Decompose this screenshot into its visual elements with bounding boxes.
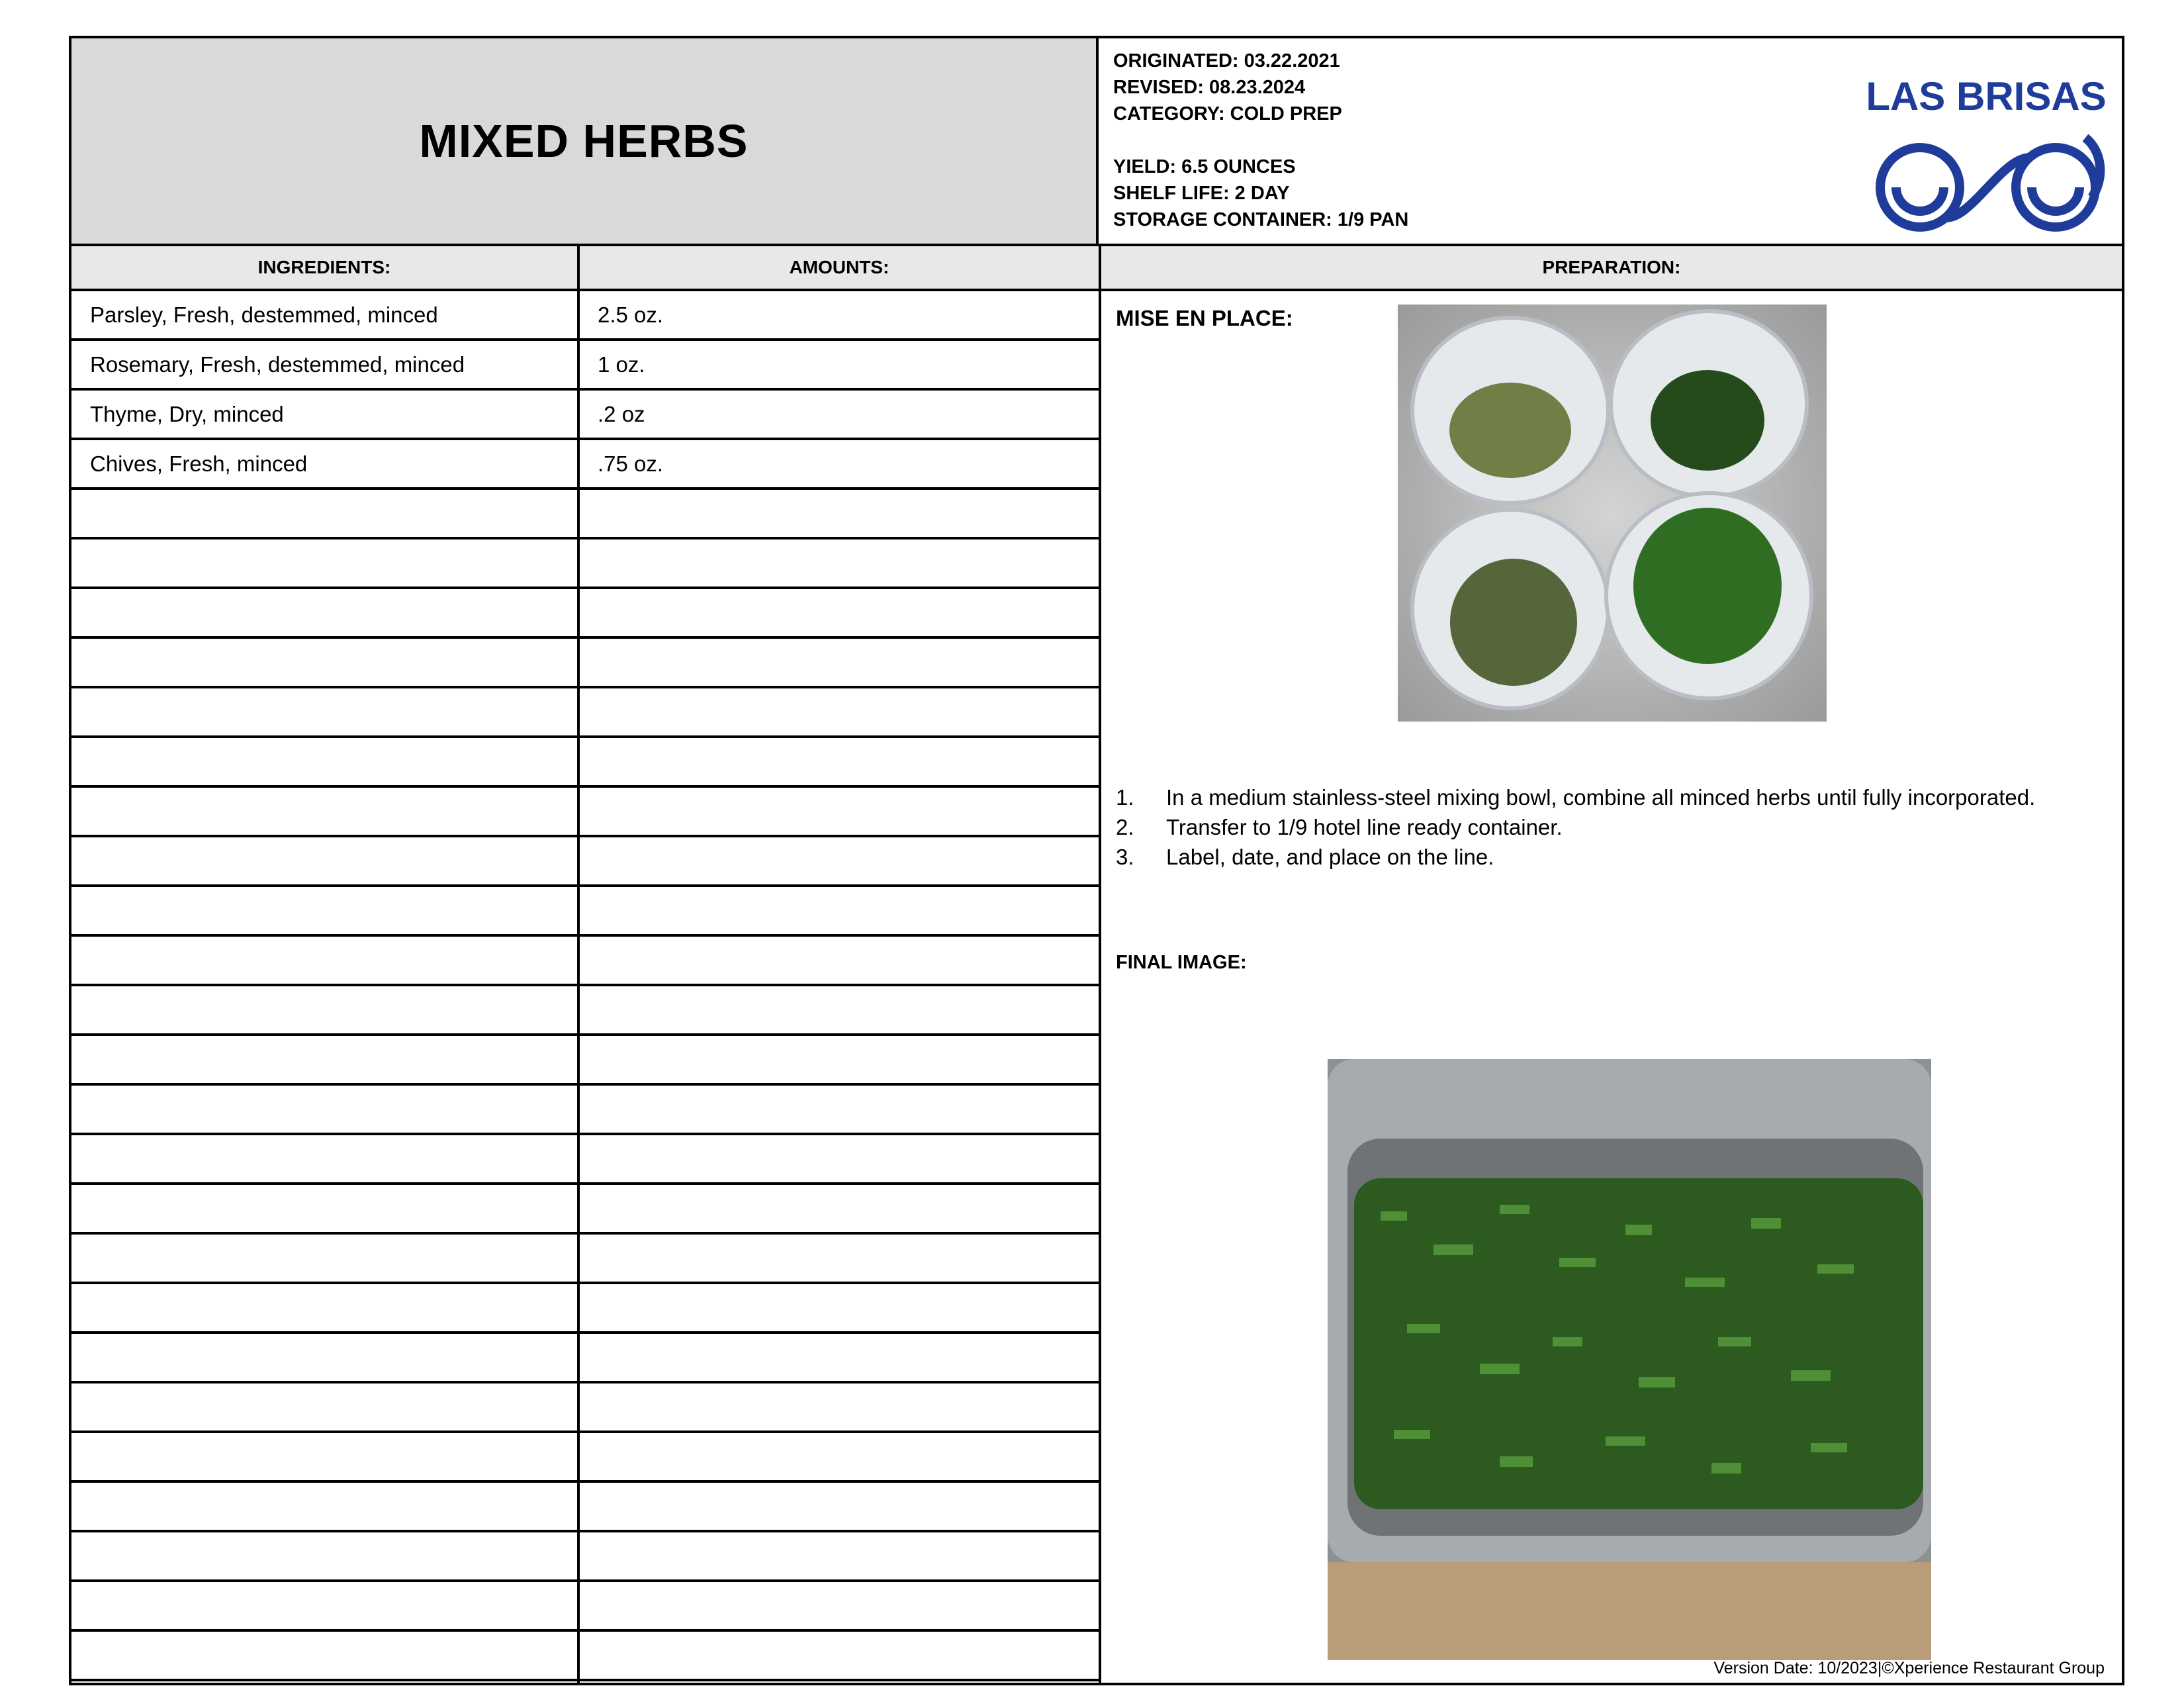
ingredient-row <box>71 1086 1099 1135</box>
recipe-sheet <box>69 36 2124 1685</box>
column-header-row <box>71 244 2122 291</box>
version-footer: Version Date: 10/2023|©Xperience Restaurant Group <box>1713 1659 2105 1677</box>
revised-date: REVISED: 08.23.2024 <box>1113 77 1306 98</box>
preparation-header: PREPARATION: <box>1542 257 1681 277</box>
ingredient-row <box>71 639 1099 688</box>
ingredient-row <box>71 1632 1099 1681</box>
ingredient-row <box>71 1135 1099 1185</box>
step-1: 1. In a medium stainless-steel mixing bowl, combine all minced herbs until fully incorporated. <box>1116 784 2036 810</box>
ingredient-row <box>71 738 1099 788</box>
ingredient-name: Chives, Fresh, minced <box>90 451 308 476</box>
yield: YIELD: 6.5 OUNCES <box>1113 156 1296 177</box>
amounts-header: AMOUNTS: <box>789 257 889 277</box>
las-brisas-logo <box>1857 65 2115 244</box>
category: CATEGORY: COLD PREP <box>1113 103 1342 124</box>
ingredient-row <box>71 539 1099 589</box>
ingredient-row <box>71 1235 1099 1284</box>
ingredient-name: Rosemary, Fresh, destemmed, minced <box>90 352 465 377</box>
ingredient-row <box>71 341 1099 391</box>
ingredient-row <box>71 1582 1099 1632</box>
mise-en-place-illustration <box>1398 305 1827 722</box>
ingredient-row <box>71 1532 1099 1582</box>
ingredient-row <box>71 937 1099 986</box>
ingredient-amount: .2 oz <box>598 401 645 426</box>
ingredient-row <box>71 1185 1099 1235</box>
step-3: 3. Label, date, and place on the line. <box>1116 844 1494 869</box>
ingredient-row <box>71 688 1099 738</box>
recipe-meta <box>1113 48 1408 233</box>
ingredient-amount: 1 oz. <box>598 352 645 377</box>
final-image-photo <box>1328 1059 1931 1660</box>
ingredient-row <box>71 291 1099 341</box>
ingredient-row <box>71 589 1099 639</box>
ingredient-row <box>71 440 1099 490</box>
final-image-label: FINAL IMAGE: <box>1116 952 1247 973</box>
originated-date: ORIGINATED: 03.22.2021 <box>1113 50 1340 71</box>
mise-en-place-photo <box>1398 305 1827 722</box>
ingredient-row <box>71 837 1099 887</box>
ingredient-row <box>71 1334 1099 1383</box>
ingredient-row <box>71 1483 1099 1532</box>
ingredient-name: Thyme, Dry, minced <box>90 401 284 426</box>
ingredient-row <box>71 887 1099 937</box>
ingredients-header: INGREDIENTS: <box>257 257 391 277</box>
ingredient-row <box>71 391 1099 440</box>
ingredient-amount: .75 oz. <box>598 451 664 476</box>
ingredient-amount: 2.5 oz. <box>598 302 664 327</box>
title-cell <box>71 38 1099 244</box>
shelf-life: SHELF LIFE: 2 DAY <box>1113 183 1290 204</box>
ingredient-row <box>71 788 1099 837</box>
step-2: 2. Transfer to 1/9 hotel line ready container. <box>1116 814 1563 839</box>
ingredient-row <box>71 1433 1099 1483</box>
ingredient-row <box>71 490 1099 539</box>
ingredient-row <box>71 1383 1099 1433</box>
ingredient-row <box>71 1284 1099 1334</box>
final-image-illustration <box>1328 1059 1931 1660</box>
logo-wordmark: LAS BRISAS <box>1866 74 2107 118</box>
ingredient-table <box>71 291 1099 1681</box>
mise-en-place-label: MISE EN PLACE: <box>1116 306 1293 330</box>
preparation-panel <box>1101 291 2122 1685</box>
storage-container: STORAGE CONTAINER: 1/9 PAN <box>1113 209 1409 230</box>
ingredient-name: Parsley, Fresh, destemmed, minced <box>90 302 438 327</box>
preparation-steps <box>1116 782 2035 872</box>
ingredient-row <box>71 986 1099 1036</box>
ingredient-row <box>71 1036 1099 1086</box>
recipe-title: MIXED HERBS <box>419 115 749 167</box>
